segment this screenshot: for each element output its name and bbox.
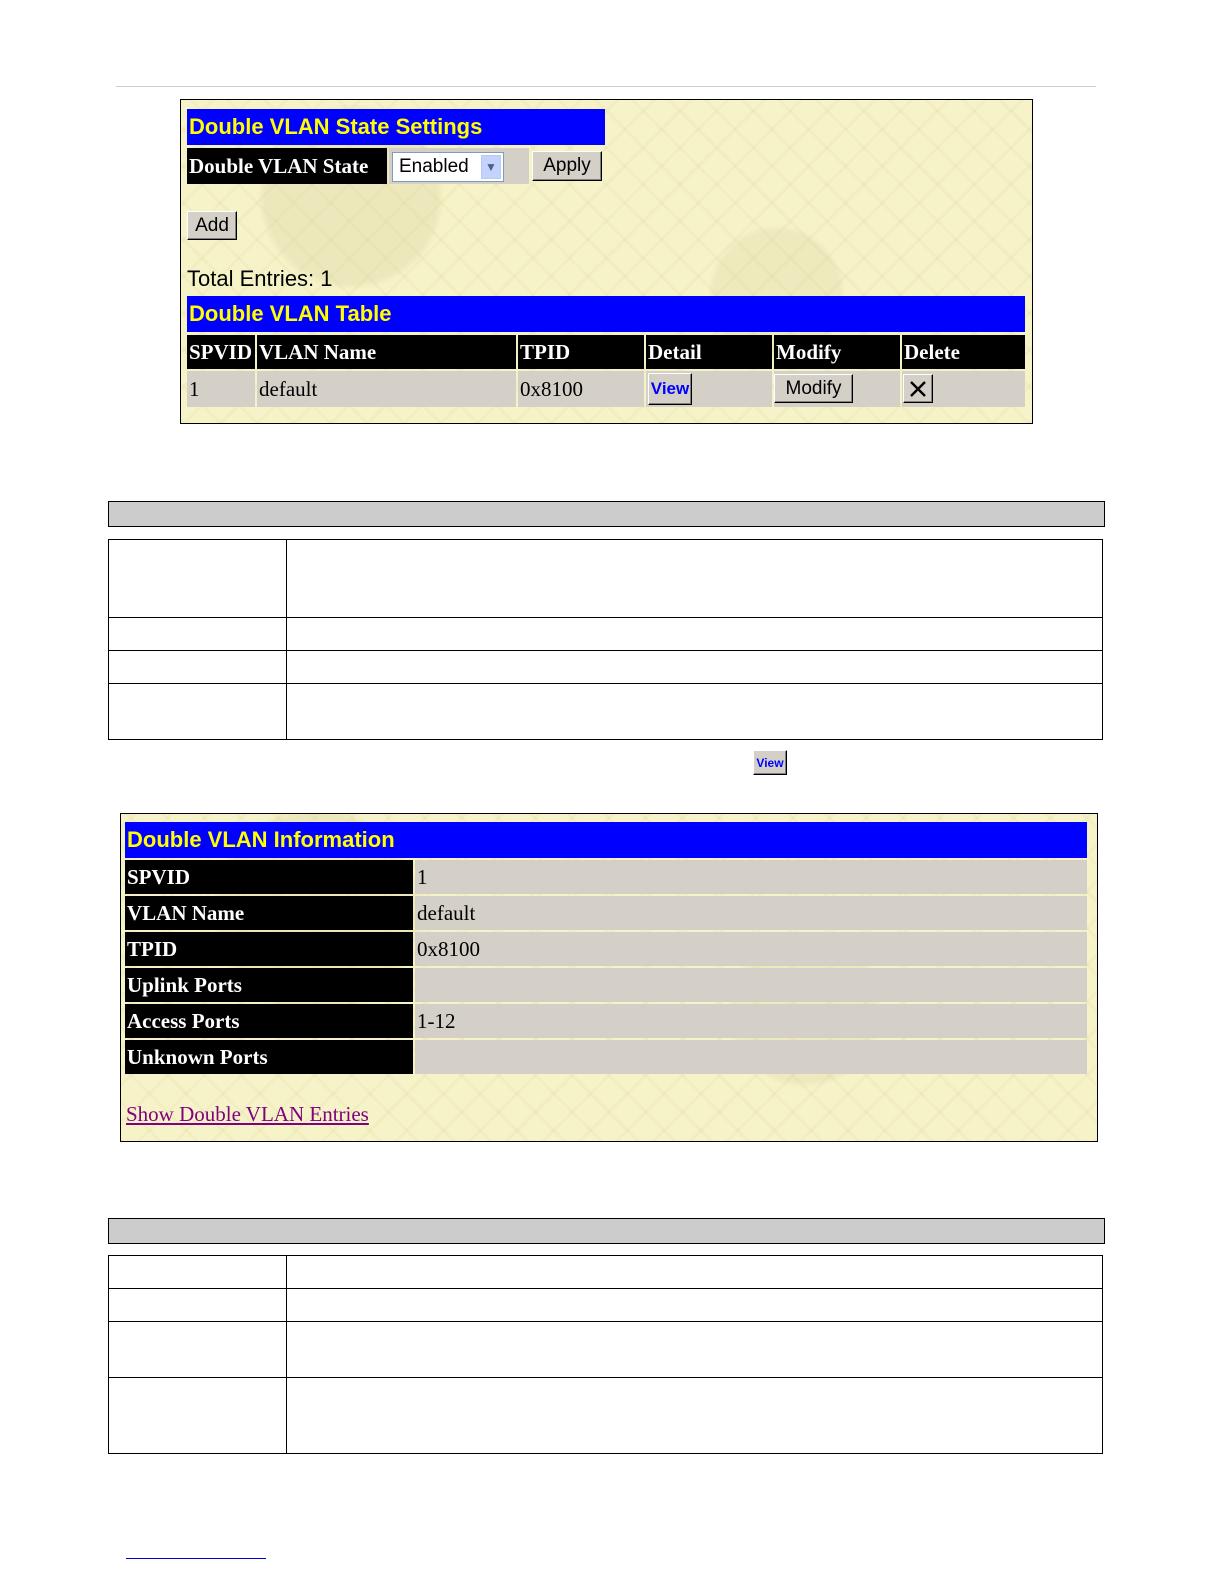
info-label-unknown-ports: Unknown Ports [125, 1040, 413, 1074]
description-table-header [108, 1218, 1105, 1244]
cell-spvid: 1 [187, 371, 255, 407]
inline-view-button[interactable]: View [753, 750, 787, 775]
cell-vlan-name: default [257, 371, 516, 407]
view-button[interactable]: View [648, 373, 692, 405]
state-settings-panel [180, 99, 1033, 424]
info-label-uplink-ports: Uplink Ports [125, 968, 413, 1002]
table-row [109, 618, 1103, 651]
show-double-vlan-entries-link[interactable]: Show Double VLAN Entries [126, 1102, 369, 1126]
close-x-icon [908, 379, 928, 399]
table-row [109, 540, 1103, 618]
total-entries-label: Total Entries: 1 [187, 266, 333, 291]
double-vlan-state-label: Double VLAN State [187, 148, 387, 184]
info-value-uplink-ports [415, 968, 1087, 1002]
cell-tpid: 0x8100 [518, 371, 644, 407]
col-header-delete: Delete [902, 335, 1025, 369]
double-vlan-table-title: Double VLAN Table [187, 296, 1025, 332]
info-value-unknown-ports [415, 1040, 1087, 1074]
add-button[interactable]: Add [187, 211, 237, 240]
col-header-modify: Modify [774, 335, 900, 369]
col-header-spvid: SPVID [187, 335, 255, 369]
modify-button[interactable]: Modify [774, 374, 853, 403]
info-value-vlan-name: default [415, 896, 1087, 930]
col-header-vlan-name: VLAN Name [257, 335, 516, 369]
chevron-down-icon[interactable]: ▼ [481, 155, 501, 179]
description-table-1 [108, 539, 1103, 740]
col-header-tpid: TPID [518, 335, 644, 369]
state-settings-title: Double VLAN State Settings [187, 109, 605, 145]
table-row [109, 1322, 1103, 1378]
info-value-tpid: 0x8100 [415, 932, 1087, 966]
info-value-spvid: 1 [415, 860, 1087, 894]
table-row [109, 651, 1103, 684]
description-table-2 [108, 1255, 1103, 1454]
info-label-tpid: TPID [125, 932, 413, 966]
table-row [109, 1289, 1103, 1322]
top-rule [116, 86, 1096, 87]
info-value-access-ports: 1-12 [415, 1004, 1087, 1038]
delete-button[interactable] [903, 374, 933, 403]
info-label-spvid: SPVID [125, 860, 413, 894]
state-select-value: Enabled [399, 156, 469, 177]
double-vlan-state-select[interactable] [392, 152, 504, 182]
info-label-access-ports: Access Ports [125, 1004, 413, 1038]
information-title: Double VLAN Information [125, 822, 1087, 858]
double-vlan-information-panel [120, 813, 1098, 1142]
footer-rule [126, 1558, 266, 1559]
table-row [109, 1378, 1103, 1454]
apply-button[interactable]: Apply [532, 151, 602, 181]
table-row [109, 684, 1103, 740]
table-row [109, 1256, 1103, 1289]
description-table-header [108, 501, 1105, 527]
col-header-detail: Detail [646, 335, 772, 369]
info-label-vlan-name: VLAN Name [125, 896, 413, 930]
